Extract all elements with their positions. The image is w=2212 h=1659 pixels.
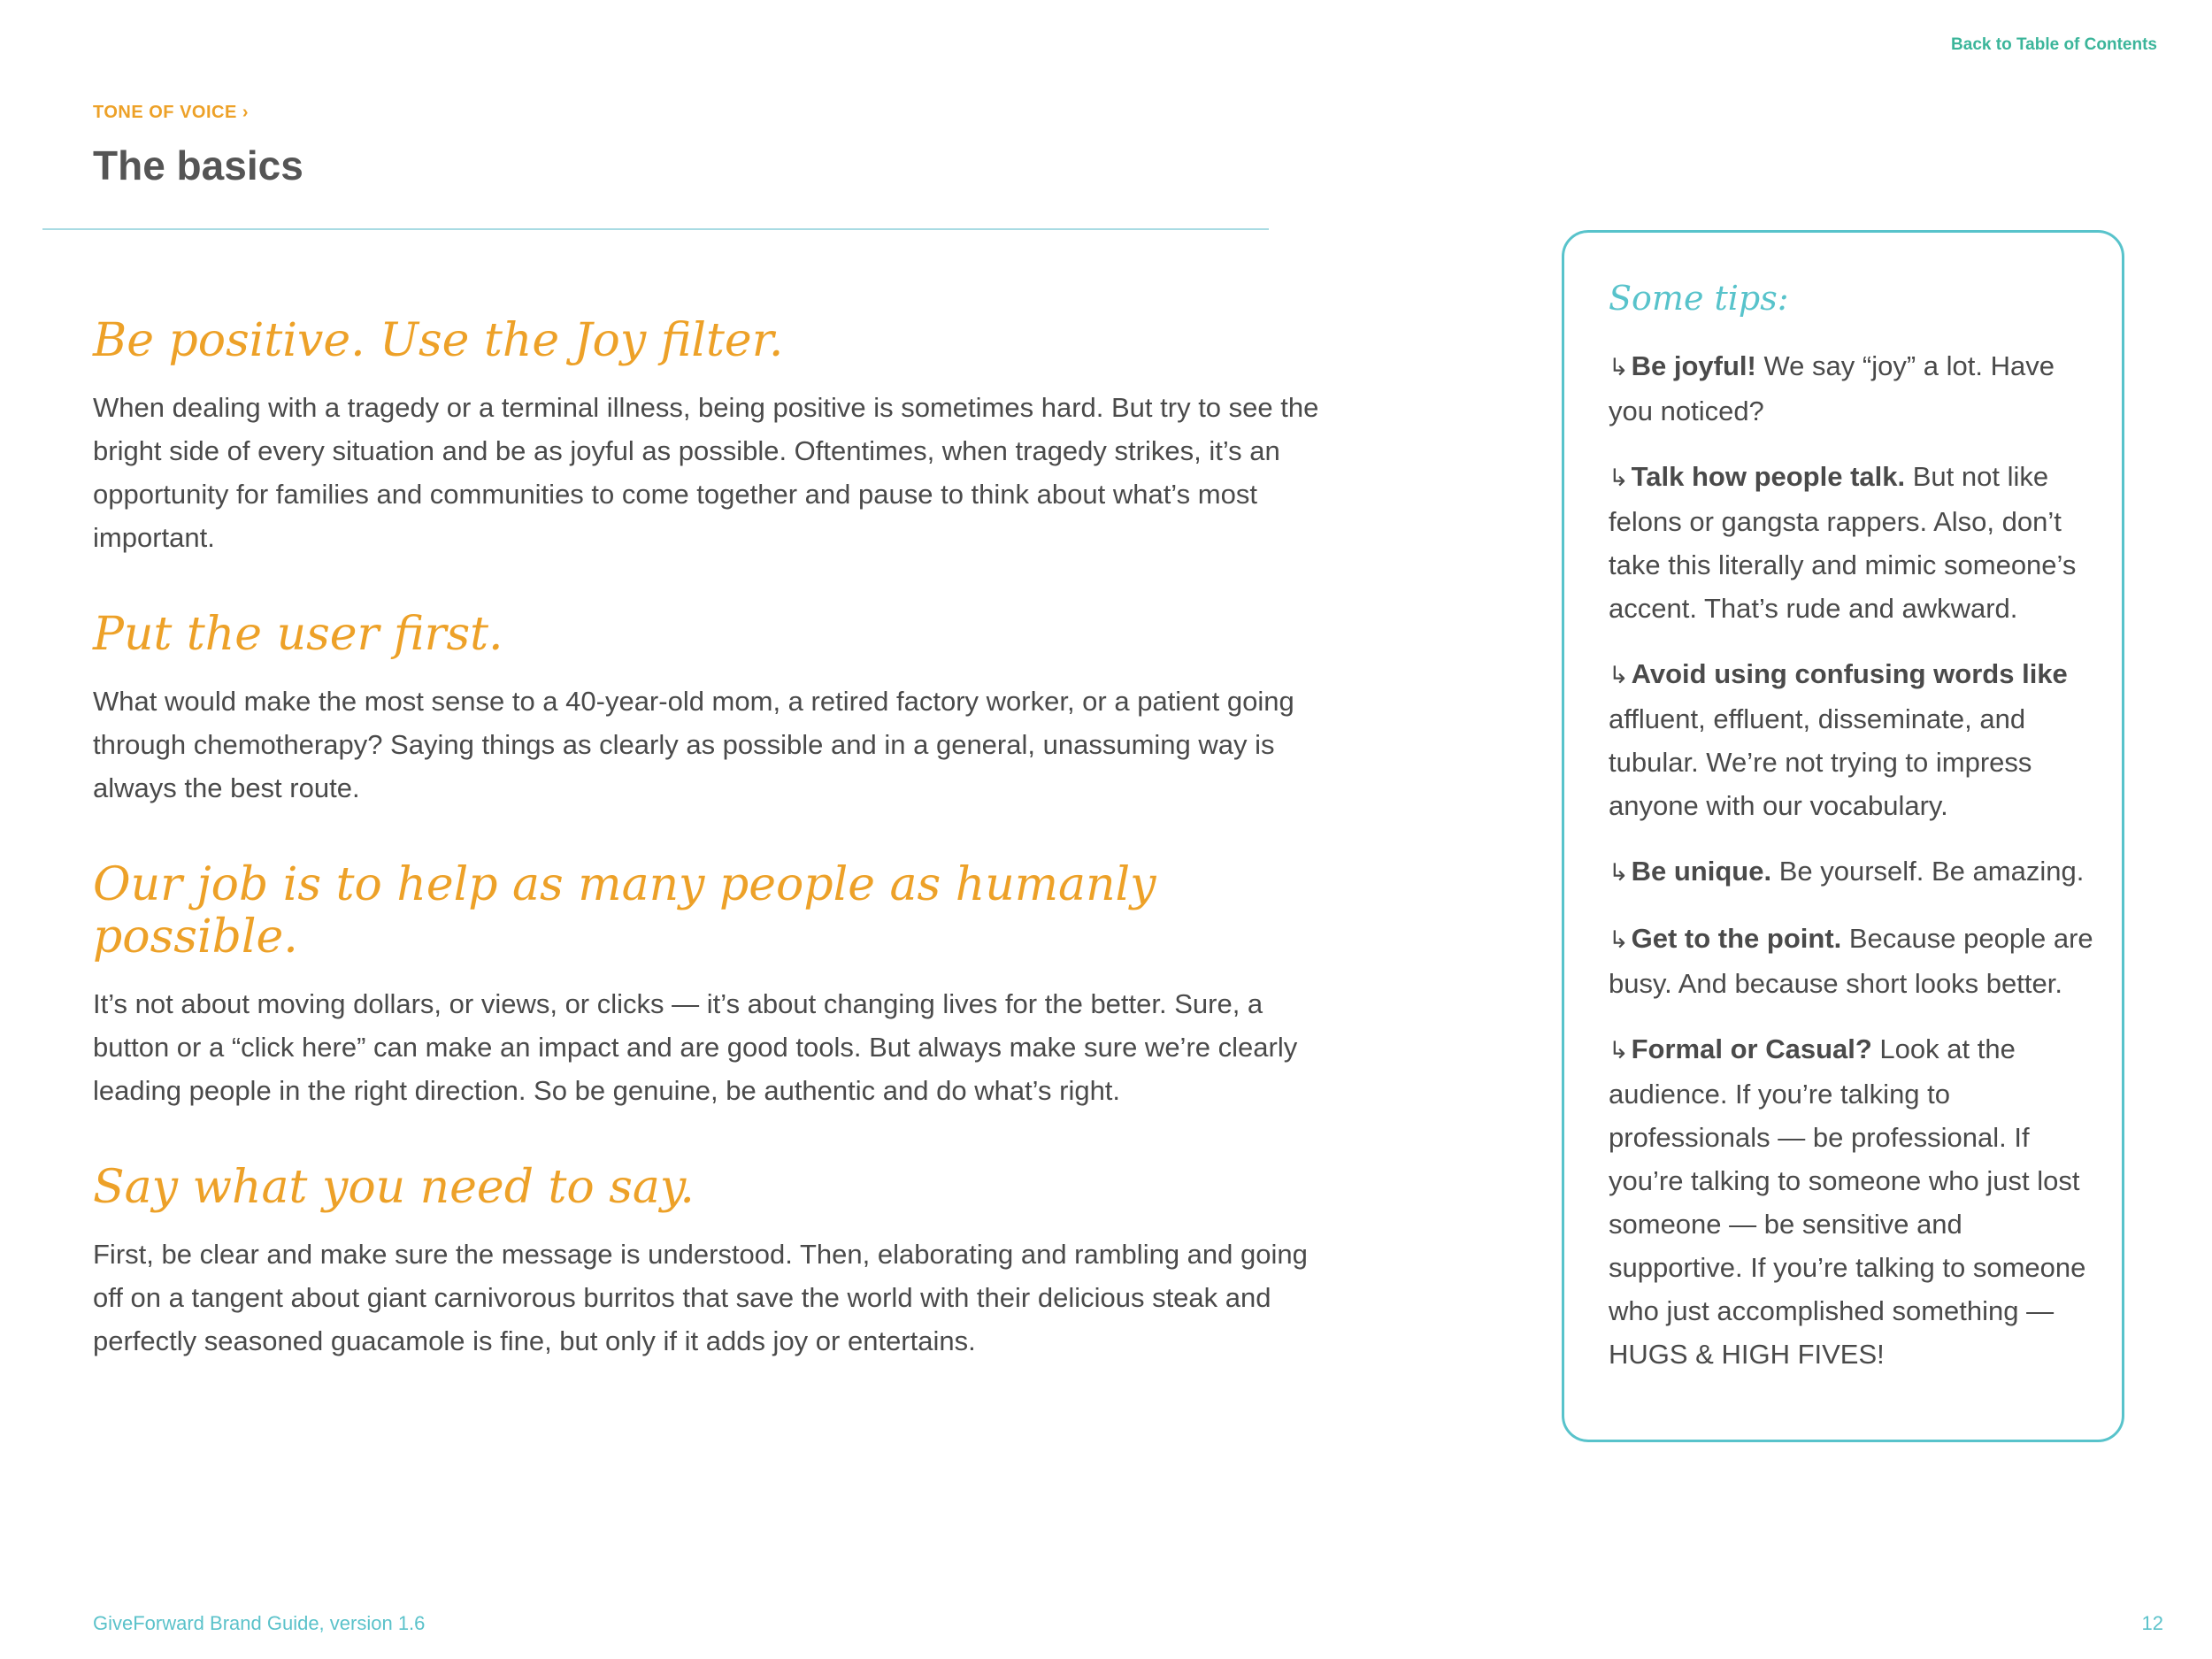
tip-item bbox=[1609, 455, 2097, 630]
section-help-people bbox=[93, 859, 1323, 1113]
footer-page-number: 12 bbox=[2141, 1612, 2163, 1634]
tip-item bbox=[1609, 344, 2097, 433]
tip-lead: Get to the point. bbox=[1631, 923, 1842, 954]
tip-text: Look at the audience. If you’re talking to professionals — be professional. If you’re talking to someone who just lost someone — be sensitive and supportive. If you’re talking to someone who just accomplished something — HUGS & HIGH FIVES! bbox=[1609, 1033, 2086, 1370]
section-heading: Our job is to help as many people as humanly possible. bbox=[93, 857, 1156, 964]
return-arrow-icon: ↳ bbox=[1609, 1037, 1629, 1064]
tip-text: We say “joy” a lot. Have you noticed? bbox=[1609, 350, 2055, 426]
tip-text: But not like felons or gangsta rappers. Also, don’t take this literally and mimic someone’s accent. That’s rude and awkward. bbox=[1609, 461, 2077, 624]
return-arrow-icon: ↳ bbox=[1609, 859, 1629, 886]
section-body: First, be clear and make sure the message is understood. Then, elaborating and rambling and going off on a tangent about giant carnivorous burritos that save the world with their delicious steak and perfectly seasoned guacamole is fine, but only if it adds joy or entertains. bbox=[93, 1238, 1308, 1356]
tip-lead: Avoid using confusing words like bbox=[1631, 658, 2068, 689]
return-arrow-icon: ↳ bbox=[1609, 662, 1629, 688]
section-say-it bbox=[93, 1162, 1323, 1363]
section-heading: Say what you need to say. bbox=[93, 1161, 695, 1215]
main-content bbox=[93, 315, 1323, 1412]
tip-item bbox=[1609, 652, 2097, 827]
section-body: It’s not about moving dollars, or views, or clicks — it’s about changing lives for the better. Sure, a button or a “click here” can make an impact and are good tools. But always make sure we’re clearly leading people in the right direction. So be genuine, be authentic and do what’s right. bbox=[93, 988, 1298, 1107]
tip-text: Because people are busy. And because short looks better. bbox=[1609, 923, 2093, 999]
breadcrumb: TONE OF VOICE › bbox=[93, 103, 250, 122]
tip-text: affluent, effluent, disseminate, and tubular. We’re not trying to impress anyone with our vocabulary. bbox=[1609, 703, 2032, 821]
section-user-first bbox=[93, 609, 1323, 810]
section-body: What would make the most sense to a 40-year-old mom, a retired factory worker, or a patient going through chemotherapy? Saying things as clearly as possible and in a general, unassuming way is always the best route. bbox=[93, 685, 1294, 803]
section-heading: Be positive. Use the Joy filter. bbox=[93, 314, 784, 367]
header-divider bbox=[42, 228, 1269, 230]
return-arrow-icon: ↳ bbox=[1609, 465, 1629, 491]
tips-box bbox=[1562, 230, 2124, 1442]
tips-title: Some tips: bbox=[1609, 279, 1789, 318]
tip-text: Be yourself. Be amazing. bbox=[1771, 856, 2085, 887]
page-title: The basics bbox=[93, 142, 303, 188]
section-body: When dealing with a tragedy or a terminal illness, being positive is sometimes hard. But try to see the bright side of every situation and be as joyful as possible. Oftentimes, when tragedy strikes, it’s an opportunity for families and communities to come together and pause to think about what’s most important. bbox=[93, 391, 1319, 553]
section-heading: Put the user first. bbox=[93, 607, 503, 661]
tip-item bbox=[1609, 849, 2097, 895]
tip-item bbox=[1609, 917, 2097, 1005]
tip-lead: Formal or Casual? bbox=[1631, 1033, 1872, 1064]
footer-doc-name: GiveForward Brand Guide, version 1.6 bbox=[93, 1612, 426, 1634]
tip-item bbox=[1609, 1027, 2097, 1376]
tip-lead: Be joyful! bbox=[1631, 350, 1756, 381]
return-arrow-icon: ↳ bbox=[1609, 354, 1629, 380]
back-to-toc-link[interactable]: Back to Table of Contents bbox=[1951, 35, 2157, 54]
tip-lead: Talk how people talk. bbox=[1631, 461, 1906, 492]
tip-lead: Be unique. bbox=[1631, 856, 1772, 887]
section-joy-filter bbox=[93, 315, 1323, 559]
return-arrow-icon: ↳ bbox=[1609, 926, 1629, 953]
